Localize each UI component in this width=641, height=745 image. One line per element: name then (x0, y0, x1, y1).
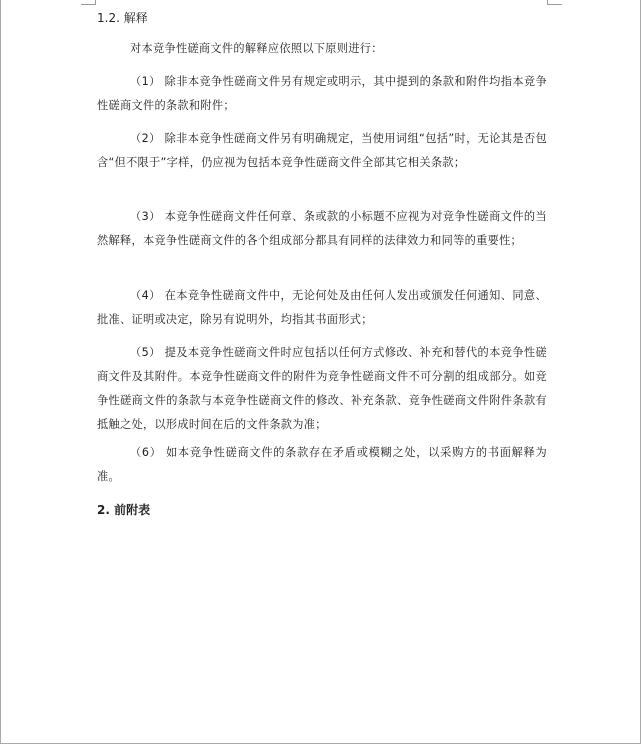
clause-item-2: （2） 除非本竞争性磋商文件另有明确规定，当使用词组“包括”时，无论其是否包含“但不限于”字样，仍应视为包括本竞争性磋商文件全部其它相关条款； (97, 132, 547, 169)
crop-mark-left (81, 0, 96, 5)
section-heading: 1.2. 解释 (97, 11, 148, 25)
crop-mark-right (547, 0, 562, 5)
clause-item-5: （5） 提及本竞争性磋商文件时应包括以任何方式修改、补充和替代的本竞争性磋商文件及其附件。本竞争性磋商文件的附件为竞争性磋商文件不可分割的组成部分。如竞争性磋商文件的条款与本竞争性磋商文件的修改、补充条款、竞争性磋商文件附件条款有抵触之处，以形成时间在后的文件条款为准； (97, 346, 547, 431)
clause-item-6: （6） 如本竞争性磋商文件的条款存在矛盾或模糊之处，以采购方的书面解释为准。 (97, 446, 547, 483)
clause-item-3: （3） 本竞争性磋商文件任何章、条或款的小标题不应视为对竞争性磋商文件的当然解释，本竞争性磋商文件的各个组成部分都具有同样的法律效力和同等的重要性； (97, 210, 547, 247)
clause-item-1: （1） 除非本竞争性磋商文件另有规定或明示，其中提到的条款和附件均指本竞争性磋商文件的条款和附件； (97, 75, 547, 112)
clause-item-4: （4） 在本竞争性磋商文件中，无论何处及由任何人发出或颁发任何通知、同意、批准、证明或决定，除另有说明外，均指其书面形式； (97, 289, 547, 326)
next-section-heading: 2. 前附表 (97, 503, 151, 517)
intro-paragraph: 对本竞争性磋商文件的解释应依照以下原则进行： (130, 42, 383, 55)
